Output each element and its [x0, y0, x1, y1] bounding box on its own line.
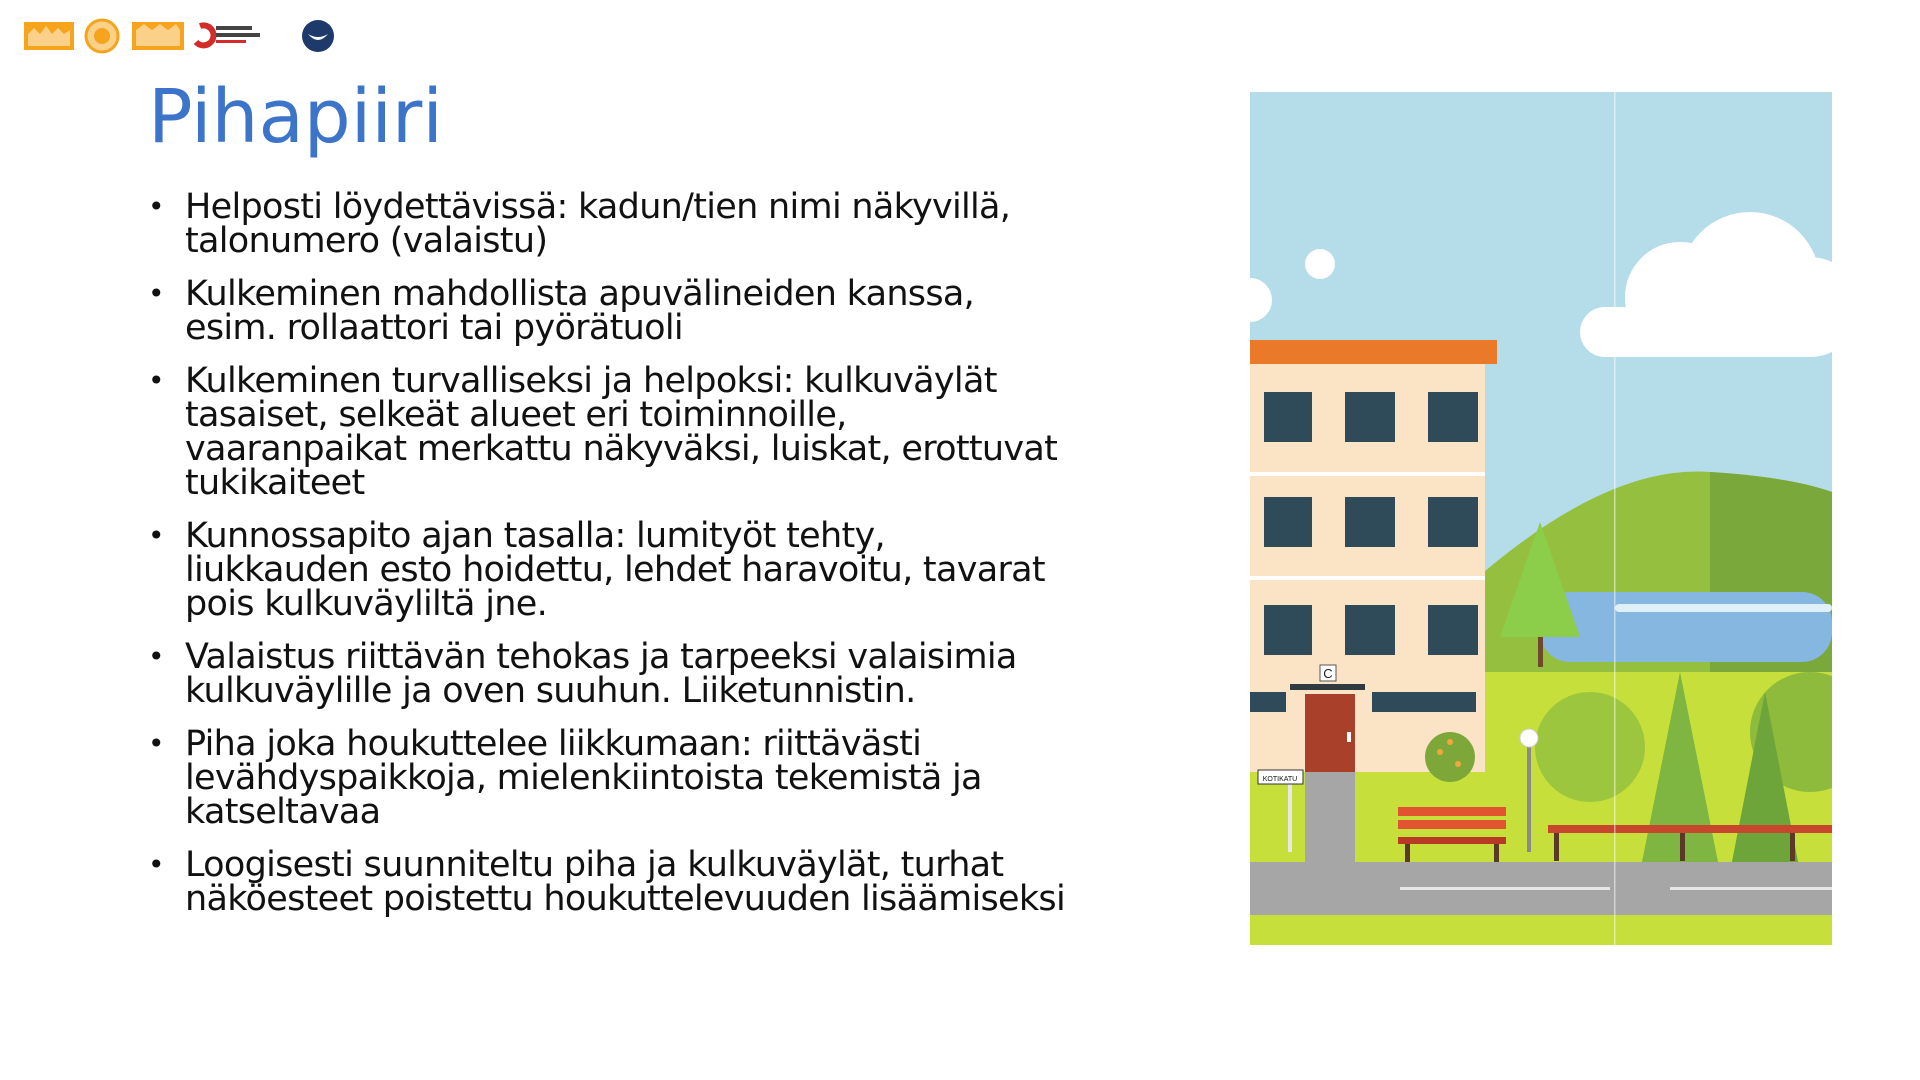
bullet-dot: • [148, 277, 164, 310]
road-marking [1670, 887, 1832, 890]
bullet-text: Kunnossapito ajan tasalla: lumityöt tehty, liukkauden esto hoidettu, lehdet haravoitu, tavarat pois kulkuväyliltä jne. [185, 516, 1045, 624]
bullet-dot: • [148, 727, 164, 760]
bullet-dot: • [148, 190, 164, 223]
lake [1540, 592, 1832, 662]
road-marking [1400, 887, 1610, 890]
bullet-item [140, 274, 1070, 348]
door-handle [1347, 732, 1351, 742]
logo-red-association [196, 25, 260, 45]
lake-highlight [1615, 604, 1832, 612]
logo-round-badge [86, 20, 118, 52]
courtyard-illustration [1250, 92, 1832, 945]
bullet-text: Helposti löydettävissä: kadun/tien nimi näkyvillä, talonumero (valaistu) [185, 187, 1011, 261]
tree-trunk [1538, 637, 1543, 667]
image-seam [1614, 92, 1616, 945]
bullet-dot: • [148, 364, 164, 397]
bullet-dot: • [148, 848, 164, 881]
bullet-item [140, 516, 1070, 624]
floor-line [1250, 472, 1485, 476]
bullet-text: Kulkeminen mahdollista apuvälineiden kanssa, esim. rollaattori tai pyörätuoli [185, 274, 975, 348]
bullet-item [140, 361, 1070, 503]
logo-orange-1 [24, 22, 74, 50]
logo-orange-2 [132, 22, 184, 50]
bullet-item [140, 637, 1070, 711]
street-sign-text: KOTIKATU [1262, 776, 1298, 783]
partner-logos [24, 16, 344, 56]
bullet-item [140, 187, 1070, 261]
door-canopy [1290, 684, 1365, 690]
lamp-light [1520, 729, 1538, 747]
grass-verge [1250, 915, 1832, 945]
bullet-dot: • [148, 519, 164, 552]
bullet-dot: • [148, 640, 164, 673]
logo-blue-emblem [302, 20, 334, 52]
tree-round-1 [1535, 692, 1645, 802]
floor-line [1250, 576, 1485, 580]
bullet-text: Kulkeminen turvalliseksi ja helpoksi: kulkuväylät tasaiset, selkeät alueet eri toiminnoille, vaaranpaikat merkattu näkyväksi, luiskat, erottuvat tukikaiteet [185, 361, 1058, 503]
bullet-item [140, 724, 1070, 832]
lamp-post [1527, 742, 1531, 852]
footpath [1305, 772, 1355, 862]
building-roof [1250, 340, 1497, 364]
bullet-text: Loogisesti suunniteltu piha ja kulkuväylät, turhat näköesteet poistettu houkuttelevuuden lisäämiseksi [185, 845, 1065, 919]
bullet-list [140, 187, 1070, 935]
bullet-item [140, 845, 1070, 919]
bullet-text: Valaistus riittävän tehokas ja tarpeeksi valaisimia kulkuväylille ja oven suuhun. Liiketunnistin. [185, 637, 1017, 711]
cloud-puff-small [1305, 249, 1335, 279]
bullet-text: Piha joka houkuttelee liikkumaan: riittävästi levähdyspaikkoja, mielenkiintoista tekemistä ja katseltavaa [185, 724, 982, 832]
page-title: Pihapiiri [148, 74, 443, 160]
door-letter: C [1323, 666, 1333, 681]
